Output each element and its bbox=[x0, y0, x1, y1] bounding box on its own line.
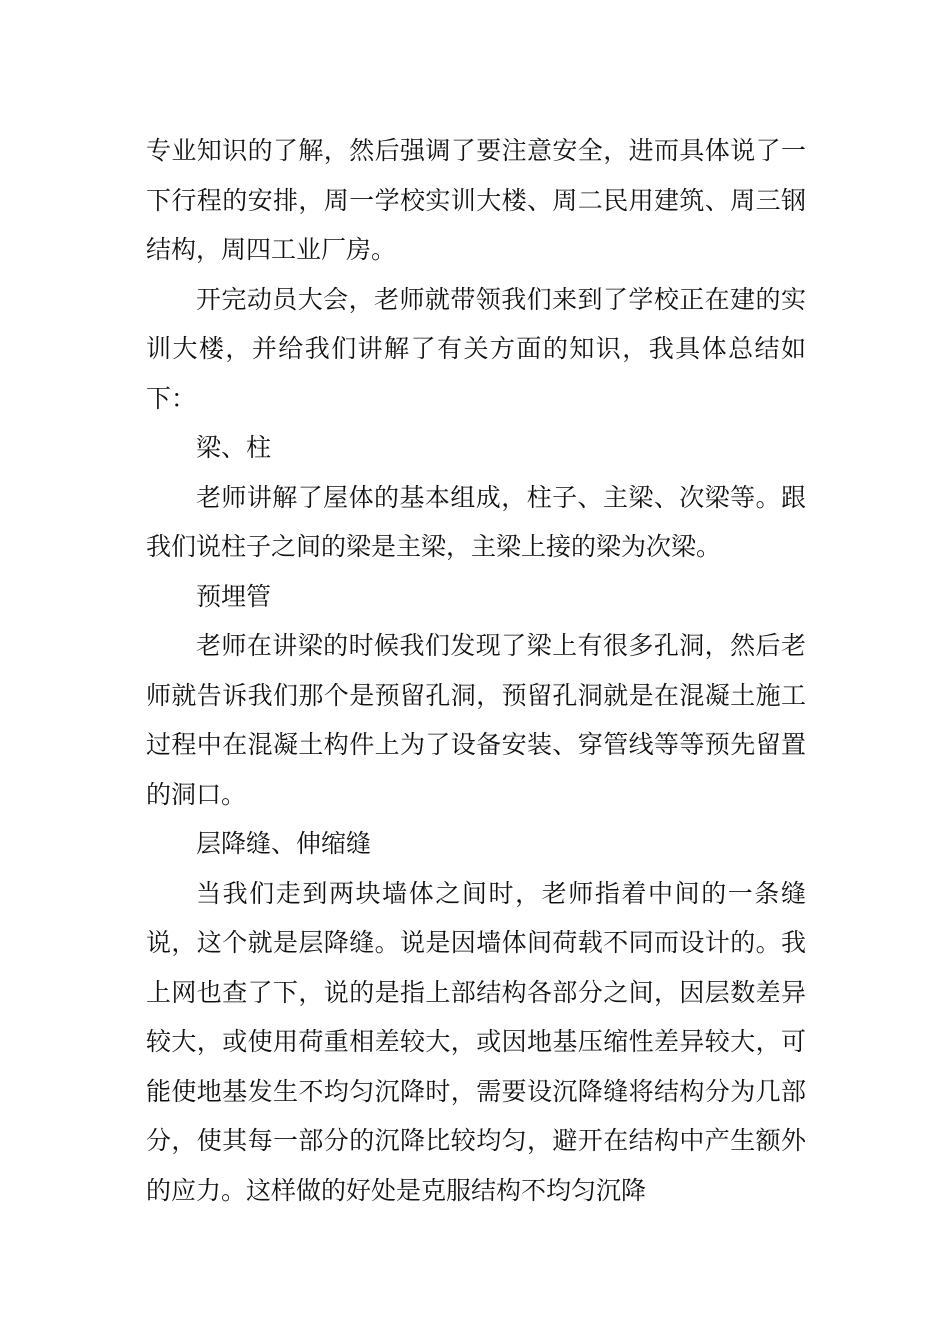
paragraph-embedded-pipe: 老师在讲梁的时候我们发现了梁上有很多孔洞，然后老师就告诉我们那个是预留孔洞，预留孔洞就是在混凝土施工过程中在混凝土构件上为了设备安装、穿管线等等预先留置的洞口。 bbox=[146, 631, 806, 809]
paragraph-intro-continuation: 专业知识的了解，然后强调了要注意安全，进而具体说了一下行程的安排，周一学校实训大楼、周二民用建筑、周三钢结构，周四工业厂房。 bbox=[146, 136, 806, 264]
paragraph-mobilization: 开完动员大会，老师就带领我们来到了学校正在建的实训大楼，并给我们讲解了有关方面的知识，我具体总结如下： bbox=[146, 284, 806, 413]
heading-settlement-joint: 层降缝、伸缩缝 bbox=[196, 829, 372, 858]
paragraph-beam-column: 老师讲解了屋体的基本组成，柱子、主梁、次梁等。跟我们说柱子之间的梁是主梁，主梁上接的梁为次梁。 bbox=[146, 482, 806, 561]
heading-beam-column: 梁、柱 bbox=[196, 433, 272, 462]
document-body bbox=[146, 126, 806, 1215]
heading-embedded-pipe: 预埋管 bbox=[196, 581, 272, 611]
paragraph-settlement-joint: 当我们走到两块墙体之间时，老师指着中间的一条缝说，这个就是层降缝。说是因墙体间荷载不同而设计的。我上网也查了下，说的是指上部结构各部分之间，因层数差异较大，或使用荷重相差较大，或因地基压缩性差异较大，可能使地基发生不均匀沉降时，需要设沉降缝将结构分为几部分，使其每一部分的沉降比较均匀，避开在结构中产生额外的应力。这样做的好处是克服结构不均匀沉降 bbox=[146, 878, 806, 1205]
